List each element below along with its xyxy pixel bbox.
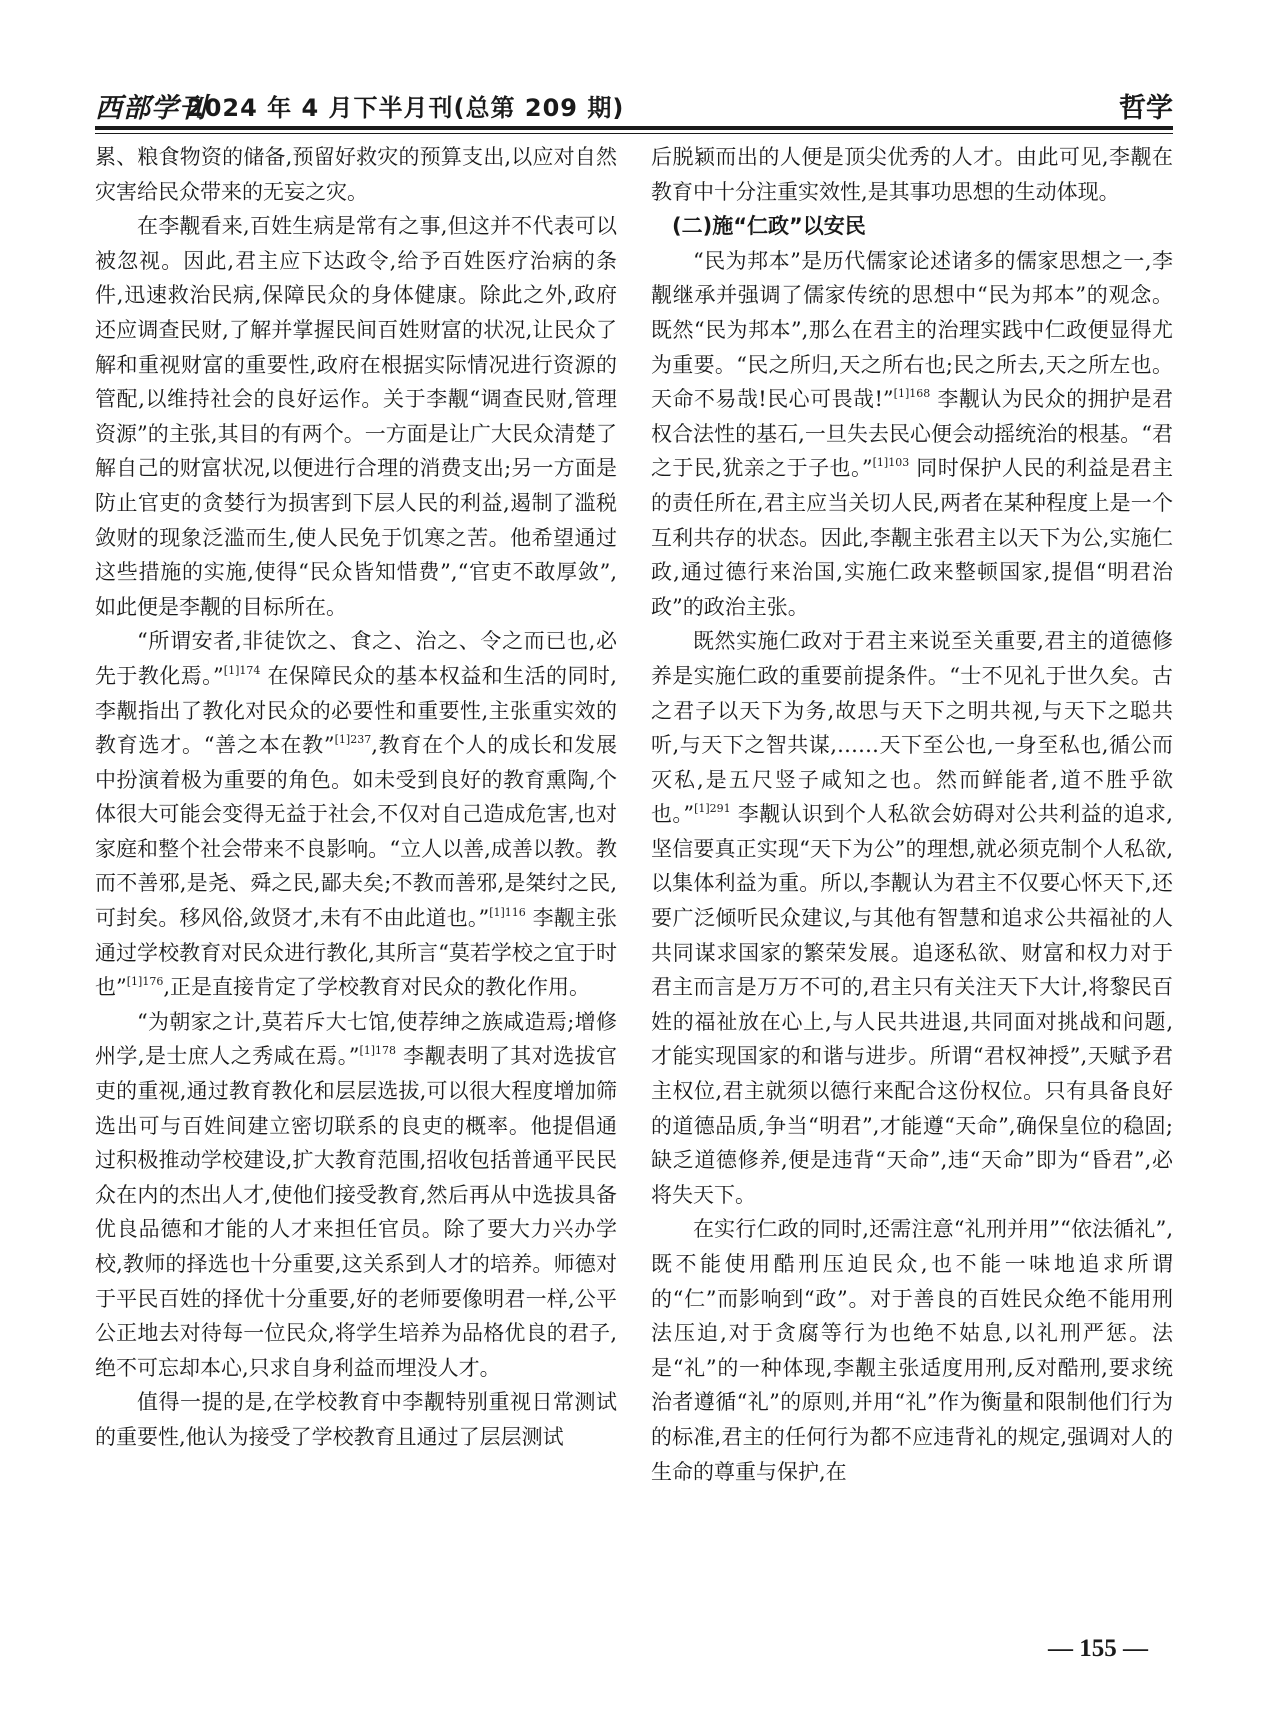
paragraph: 后脱颖而出的人便是顶尖优秀的人才。由此可见,李觏在教育中十分注重实效性,是其事功思想的生动体现。	[651, 145, 1173, 204]
paragraph	[95, 1005, 617, 1386]
right-column	[651, 140, 1173, 1489]
body-text: 李觏认为民众的拥护是君权合法性的基石,一旦失去民心便会动摇统治的根基。“君之于民,犹亲之于子也。”	[651, 387, 1173, 481]
citation: [1]103	[872, 456, 910, 470]
citation: [1]237	[334, 733, 372, 747]
paragraph	[95, 624, 617, 1005]
paragraph	[651, 244, 1173, 625]
body-text: 李觏认识到个人私欲会妨碍对公共利益的追求,坚信要真正实现“天下为公”的理想,就必须克制个人私欲,以集体利益为重。所以,李觏认为君主不仅要心怀天下,还要广泛倾听民众建议,与其他有智慧和追求公共福祉的人共同谋求国家的繁荣发展。追逐私欲、财富和权力对于君主而言是万万不可的,君主只有关注天下大计,将黎民百姓的福祉放在心上,与人民共进退,共同面对挑战和问题,才能实现国家的和谐与进步。所谓“君权神授”,天赋予君主权位,君主就须以德行来配合这份权位。只有具备良好的道德品质,争当“明君”,才能遵“天命”,确保皇位的稳固;缺乏道德修养,便是违背“天命”,违“天命”即为“昏君”,必将失天下。	[651, 802, 1173, 1207]
body-text: 既然实施仁政对于君主来说至关重要,君主的道德修养是实施仁政的重要前提条件。“士不见礼于世久矣。古之君子以天下为务,故思与天下之明共视,与天下之聪共听,与天下之智共谋,……天下至公也,一身至私也,循公而灭私,是五尺竖子咸知之也。然而鲜能者,道不胜乎欲也。”	[651, 629, 1173, 827]
body-text: 同时保护人民的利益是君主的责任所在,君主应当关切人民,两者在某种程度上是一个互利共存的状态。因此,李觏主张君主以天下为公,实施仁政,通过德行来治国,实施仁政来整顿国家,提倡“明君治政”的政治主张。	[651, 456, 1173, 619]
citation: [1]168	[893, 387, 931, 401]
journal-logo: 西部学刊	[95, 93, 207, 124]
citation: [1]178	[359, 1044, 397, 1058]
left-column	[95, 140, 617, 1455]
paragraph: 在李觏看来,百姓生病是常有之事,但这并不代表可以被忽视。因此,君主应下达政令,给予百姓医疗治病的条件,迅速救治民病,保障民众的身体健康。除此之外,政府还应调查民财,了解并掌握民间百姓财富的状况,让民众了解和重视财富的重要性,政府在根据实际情况进行资源的管配,以维持社会的良好运作。关于李觏“调查民财,管理资源”的主张,其目的有两个。一方面是让广大民众清楚了解自己的财富状况,以便进行合理的消费支出;另一方面是防止官吏的贪婪行为损害到下层人民的利益,遏制了滥税敛财的现象泛滥而生,使人民免于饥寒之苦。他希望通过这些措施的实施,使得“民众皆知惜费”,“官吏不敢厚敛”,如此便是李觏的目标所在。	[95, 214, 617, 619]
paragraph: 值得一提的是,在学校教育中李觏特别重视日常测试的重要性,他认为接受了学校教育且通过了层层测试	[95, 1390, 617, 1449]
page-number: — 155 —	[1048, 1635, 1148, 1662]
body-text: ,教育在个人的成长和发展中扮演着极为重要的角色。如未受到良好的教育熏陶,个体很大可能会变得无益于社会,不仅对自己造成危害,也对家庭和整个社会带来不良影响。“立人以善,成善以教。教而不善邪,是尧、舜之民,鄙夫矣;不教而善邪,是桀纣之民,可封矣。移风俗,敛贤才,未有不由此道也。”	[95, 733, 617, 931]
issue-info: 2024 年 4 月下半月刊(总第 209 期)	[187, 94, 625, 122]
quote-text: “为朝家之计,莫若斥大七馆,使荐绅之族咸造焉;增修州学,是士庶人之秀咸在焉。”	[95, 1009, 617, 1069]
paragraph: 累、粮食物资的储备,预留好救灾的预算支出,以应对自然灾害给民众带来的无妄之灾。	[95, 145, 617, 204]
paragraph: 在实行仁政的同时,还需注意“礼刑并用”“依法循礼”,既不能使用酷刑压迫民众,也不能一味地追求所谓的“仁”而影响到“政”。对于善良的百姓民众绝不能用刑法压迫,对于贪腐等行为也绝不姑息,以礼刑严惩。法是“礼”的一种体现,李觏主张适度用刑,反对酷刑,要求统治者遵循“礼”的原则,并用“礼”作为衡量和限制他们行为的标准,君主的任何行为都不应违背礼的规定,强调对人的生命的尊重与保护,在	[651, 1217, 1173, 1484]
header-rule-thick	[95, 126, 1173, 130]
running-header	[95, 82, 1173, 126]
citation: [1]116	[489, 906, 526, 920]
header-rule-thin	[95, 133, 1173, 134]
body-text: 李觏主张通过学校教育对民众进行教化,其所言“莫若学校之宜于时也”	[95, 906, 617, 1000]
body-text: 李觏表明了其对选拔官吏的重视,通过教育教化和层层选拔,可以很大程度增加筛选出可与百姓间建立密切联系的良吏的概率。他提倡通过积极推动学校建设,扩大教育范围,招收包括普通平民民众在内的杰出人才,使他们接受教育,然后再从中选拔具备优良品德和才能的人才来担任官员。除了要大力兴办学校,教师的择选也十分重要,这关系到人才的培养。师德对于平民百姓的择优十分重要,好的老师要像明君一样,公平公正地去对待每一位民众,将学生培养为品格优良的君子,绝不可忘却本心,只求自身利益而埋没人才。	[95, 1044, 617, 1380]
body-text: “民为邦本”是历代儒家论述诸多的儒家思想之一,李觏继承并强调了儒家传统的思想中“民为邦本”的观念。既然“民为邦本”,那么在君主的治理实践中仁政便显得尤为重要。“民之所归,天之所右也;民之所去,天之所左也。天命不易哉!民心可畏哉!”	[651, 248, 1173, 412]
section-name: 哲学	[1119, 93, 1173, 124]
citation: [1]174	[223, 663, 261, 677]
paragraph	[651, 624, 1173, 1212]
section-heading: (二)施“仁政”以安民	[672, 214, 866, 239]
citation: [1]176	[126, 975, 164, 989]
citation: [1]291	[694, 802, 731, 816]
body-text: 在保障民众的基本权益和生活的同时,李觏指出了教化对民众的必要性和重要性,主张重实效的教育选才。“善之本在教”	[95, 663, 617, 758]
body-text: ,正是直接肯定了学校教育对民众的教化作用。	[163, 975, 591, 1000]
quote-text: “所谓安者,非徒饮之、食之、治之、令之而已也,必先于教化焉。”	[95, 629, 617, 688]
